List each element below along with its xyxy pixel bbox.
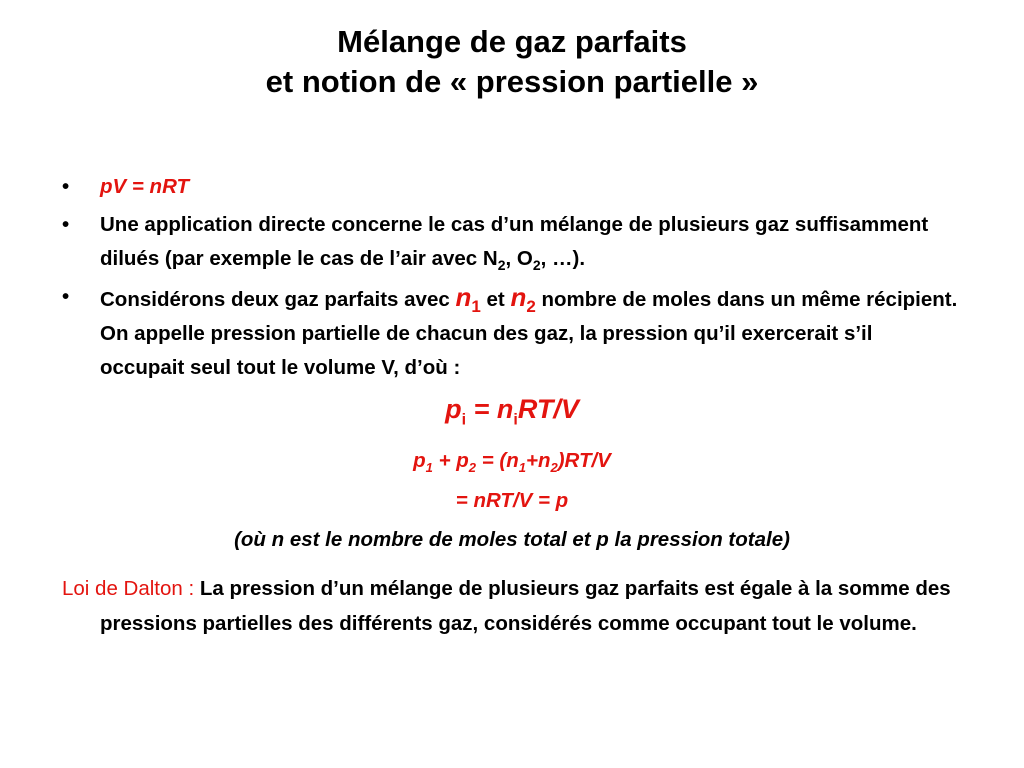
o2-subscript: 2 <box>532 257 541 274</box>
application-text-b: , O <box>505 247 533 270</box>
partial-pressure-formula: $p_i = n_iRT/V$ <box>445 394 579 429</box>
slide-title <box>0 22 1024 102</box>
bullet-application <box>62 208 962 276</box>
slide-content <box>62 170 962 641</box>
application-text-c: , …). <box>540 247 586 270</box>
sum-formula: $p_1 + p_2 = (n_1+n_2)RT/V$ <box>413 449 611 476</box>
n2-subscript: 2 <box>497 257 506 274</box>
total-formula: = nRT/V = p <box>455 489 569 512</box>
title-line-1: Mélange de gaz parfaits <box>337 24 687 59</box>
formula-note: (où n est le nombre de moles total et p la pression totale) <box>234 528 790 551</box>
bullet-dot: • <box>62 175 70 198</box>
title-line-2: et notion de « pression partielle » <box>265 64 759 99</box>
bullet-ideal-gas-law <box>62 170 962 204</box>
application-text-a: Une application directe concerne le cas d’un mélange de plusieurs gaz suffisamment dilués (par exemple le cas de l’air avec N <box>100 213 929 270</box>
two-gases-text-a: Considérons deux gaz parfaits avec <box>100 288 456 311</box>
ideal-gas-law: pV = nRT <box>100 175 190 198</box>
n2-symbol: $n_2$ <box>510 282 536 317</box>
bullet-dot: • <box>62 285 70 308</box>
two-gases-text-c: nombre de moles dans un même récipient. On appelle pression partielle de chacun des gaz, la pression qu’il exercerait s’il occupait seul tout le volume V, d’où : <box>100 288 958 379</box>
dalton-text: La pression d’un mélange de plusieurs gaz parfaits est égale à la somme des pressions partielles des différents gaz, considérés comme occupant tout le volume. <box>100 577 951 635</box>
n1-symbol: $n_1$ <box>455 282 481 317</box>
dalton-law <box>62 571 962 641</box>
dalton-label: Loi de Dalton : <box>62 577 200 600</box>
bullet-two-gases <box>62 280 962 385</box>
bullet-dot: • <box>62 213 70 236</box>
two-gases-text-b: et <box>480 288 511 311</box>
